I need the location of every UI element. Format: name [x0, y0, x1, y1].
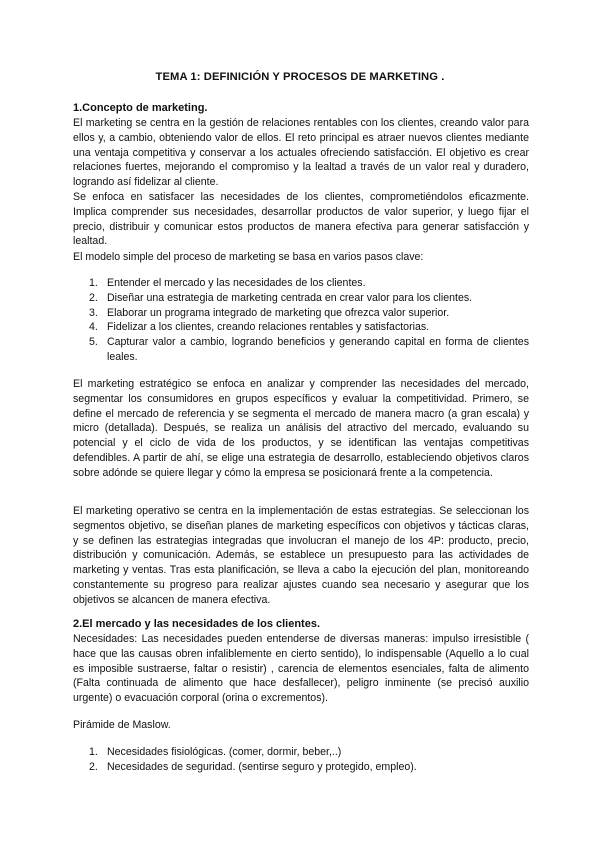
list-item: [73, 306, 529, 321]
list-text: Elaborar un programa integrado de marketing que ofrezca valor superior.: [107, 306, 450, 319]
list-text: Entender el mercado y las necesidades de los clientes.: [107, 277, 366, 289]
section-1-paragraph-1: El marketing se centra en la gestión de relaciones rentables con los clientes, creando valor para ellos y, a cambio, obteniendo valor de ellos. El reto principal es atraer nuevos clientes mediante una ventaja competitiva y conservar a los actuales ofreciendo satisfacción. El objetivo es crear relaciones fuertes, mejorando el compromiso y la lealtad a través de un valor real y duradero, logrando así fidelizar al cliente.: [73, 117, 529, 189]
list-number: 4.: [89, 321, 98, 334]
section-1-paragraph-3: El modelo simple del proceso de marketing se basa en varios pasos clave:: [73, 251, 424, 263]
list-text: Necesidades fisiológicas. (comer, dormir, beber,..): [107, 746, 342, 758]
section-2-paragraph-1: Necesidades: Las necesidades pueden entenderse de diversas maneras: impulso irresistible ( hace que las causas obren infaliblemente en cierto sentido), lo indispensable (Aquello a lo cual es imposible sustraerse, faltar o resistir) , carencia de elementos esenciales, falta de alimento (Falta continuada de alimento que hace desfallecer), peligro inminente (se precisó auxilio urgente) o evacuación corporal (orina o excrementos).: [73, 633, 529, 705]
section-1-heading: 1.Concepto de marketing.: [73, 102, 208, 114]
list-number: 2.: [89, 291, 98, 304]
list-number: 1.: [89, 277, 98, 289]
list-number: 1.: [89, 746, 98, 758]
section-1-paragraph-2: Se enfoca en satisfacer las necesidades de los clientes, comprometiéndolos eficazmente. Implica comprender sus necesidades, desarrollar productos de valor superior, y luego fijar el precio, distribuir y comunicar estos productos de manera efectiva para generar satisfacción y lealtad.: [73, 191, 529, 248]
list-item: [73, 291, 529, 306]
section-2-heading: 2.El mercado y las necesidades de los clientes.: [73, 618, 321, 630]
list-text: Capturar valor a cambio, logrando beneficios y generando capital en forma de clientes leales.: [107, 336, 529, 363]
section-1-paragraph-5: El marketing operativo se centra en la implementación de estas estrategias. Se seleccionan los segmentos objetivo, se diseñan planes de marketing específicos con objetivos y tácticas claras, y se definen las estrategias integradas que involucran el manejo de los 4P: producto, precio, distribución y comunicación. Además, se establece un presupuesto para las actividades de marketing y ventas. Tras esta planificación, se lleva a cabo la ejecución del plan, monitoreando constantemente su progreso para realizar ajustes cuando sea necesario y asegurar que los objetivos se alcancen de manera efectiva.: [73, 505, 529, 606]
list-text: Diseñar una estrategia de marketing centrada en crear valor para los clientes.: [107, 291, 473, 304]
maslow-list: [73, 745, 529, 775]
list-item: [73, 320, 529, 335]
section-1-paragraph-4: El marketing estratégico se enfoca en analizar y comprender las necesidades del mercado, segmentar los consumidores en grupos específicos y evaluar la competitividad. Primero, se define el mercado de referencia y se segmenta el mercado de manera macro (a gran escala) y micro (detallada). Después, se realiza un análisis del atractivo del mercado, evaluando su potencial y el ciclo de vida de los productos, y se identifican las ventajas competitivas defendibles. A partir de ahí, se elige una estrategia de desarrollo, estableciendo objetivos claros sobre adónde se quiere llegar y cómo la empresa se posicionará frente a la competencia.: [73, 378, 529, 479]
list-item: [73, 760, 529, 775]
list-number: 2.: [89, 760, 98, 773]
document-title: TEMA 1: DEFINICIÓN Y PROCESOS DE MARKETING .: [155, 71, 445, 83]
list-item: [73, 276, 529, 291]
process-steps-list: [73, 276, 529, 365]
list-number: 5.: [89, 336, 98, 349]
list-text: Fidelizar a los clientes, creando relaciones rentables y satisfactorias.: [107, 321, 430, 334]
section-2-paragraph-2: Pirámide de Maslow.: [73, 719, 171, 731]
list-text: Necesidades de seguridad. (sentirse seguro y protegido, empleo).: [107, 760, 417, 773]
list-item: [73, 745, 529, 760]
list-number: 3.: [89, 306, 98, 319]
list-item: [73, 335, 529, 365]
